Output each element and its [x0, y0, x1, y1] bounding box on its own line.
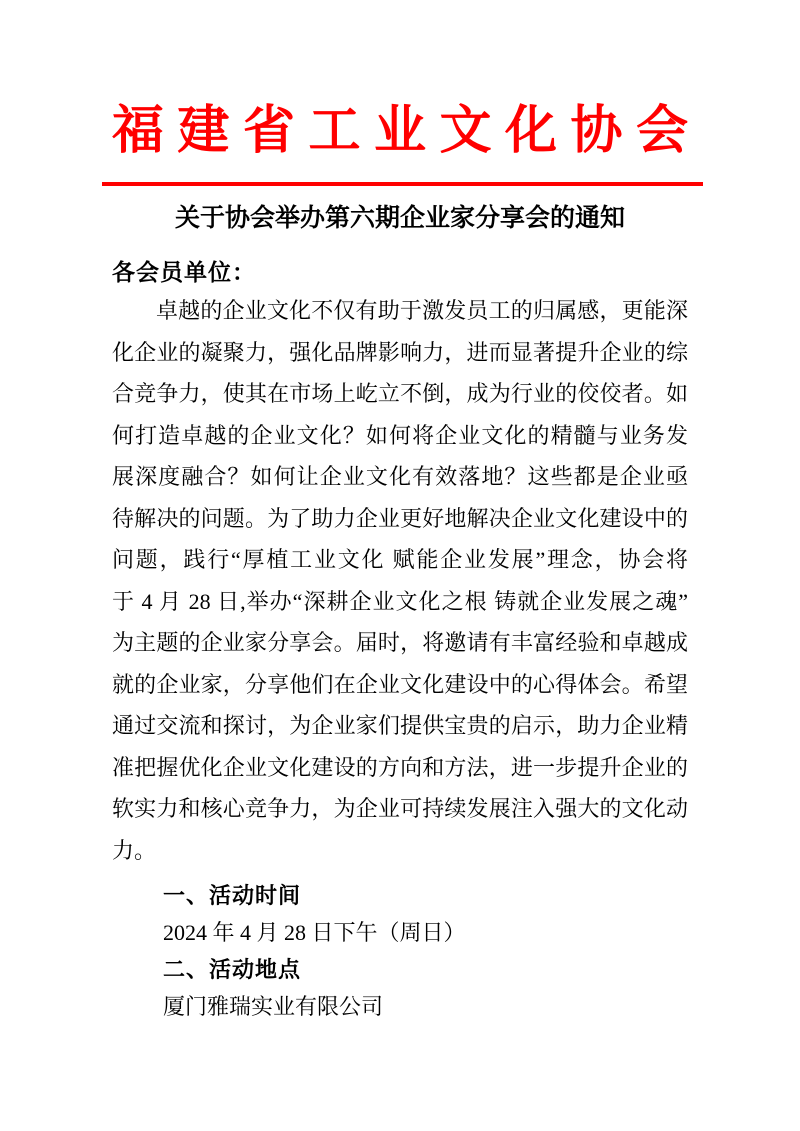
section-2-heading: 二、活动地点 [163, 957, 302, 982]
body-line: 化企业的凝聚力，强化品牌影响力，进而显著提升企业的综 [112, 339, 688, 365]
body-line: 就的企业家，分享他们在企业文化建设中的心得体会。希望 [112, 671, 688, 697]
section-2-content: 厦门雅瑞实业有限公司 [163, 994, 384, 1019]
body-line: 展深度融合？如何让企业文化有效落地？这些都是企业亟 [112, 464, 688, 489]
body-line: 通过交流和探讨，为企业家们提供宝贵的启示，助力企业精 [112, 713, 688, 738]
body-line: 待解决的问题。为了助力企业更好地解决企业文化建设中的 [112, 505, 688, 531]
body-line: 为主题的企业家分享会。届时，将邀请有丰富经验和卓越成 [112, 630, 688, 655]
section-1-heading: 一、活动时间 [163, 883, 302, 908]
salutation: 各会员单位： [112, 260, 256, 285]
body-line: 于 4 月 28 日,举办“深耕企业文化之根 铸就企业发展之魂” [112, 588, 688, 614]
section-1-content: 2024 年 4 月 28 日下午（周日） [163, 920, 466, 945]
body-line: 问题，践行“厚植工业文化 赋能企业发展”理念，协会将 [112, 547, 688, 572]
body-line: 何打造卓越的企业文化？如何将企业文化的精髓与业务发 [112, 422, 688, 448]
notice-sections [112, 877, 688, 1025]
letterhead-divider [102, 182, 703, 186]
notice-body [112, 290, 688, 871]
body-line: 准把握优化企业文化建设的方向和方法，进一步提升企业的 [112, 754, 688, 780]
association-letterhead-title: 福建省工业文化协会 [111, 103, 702, 160]
body-line: 软实力和核心竞争力，为企业可持续发展注入强大的文化动 [112, 796, 688, 821]
body-line: 卓越的企业文化不仅有助于激发员工的归属感，更能深 [156, 298, 688, 323]
body-line: 合竞争力，使其在市场上屹立不倒，成为行业的佼佼者。如 [112, 381, 688, 406]
notice-title: 关于协会举办第六期企业家分享会的通知 [174, 205, 625, 232]
body-line: 力。 [112, 837, 157, 863]
